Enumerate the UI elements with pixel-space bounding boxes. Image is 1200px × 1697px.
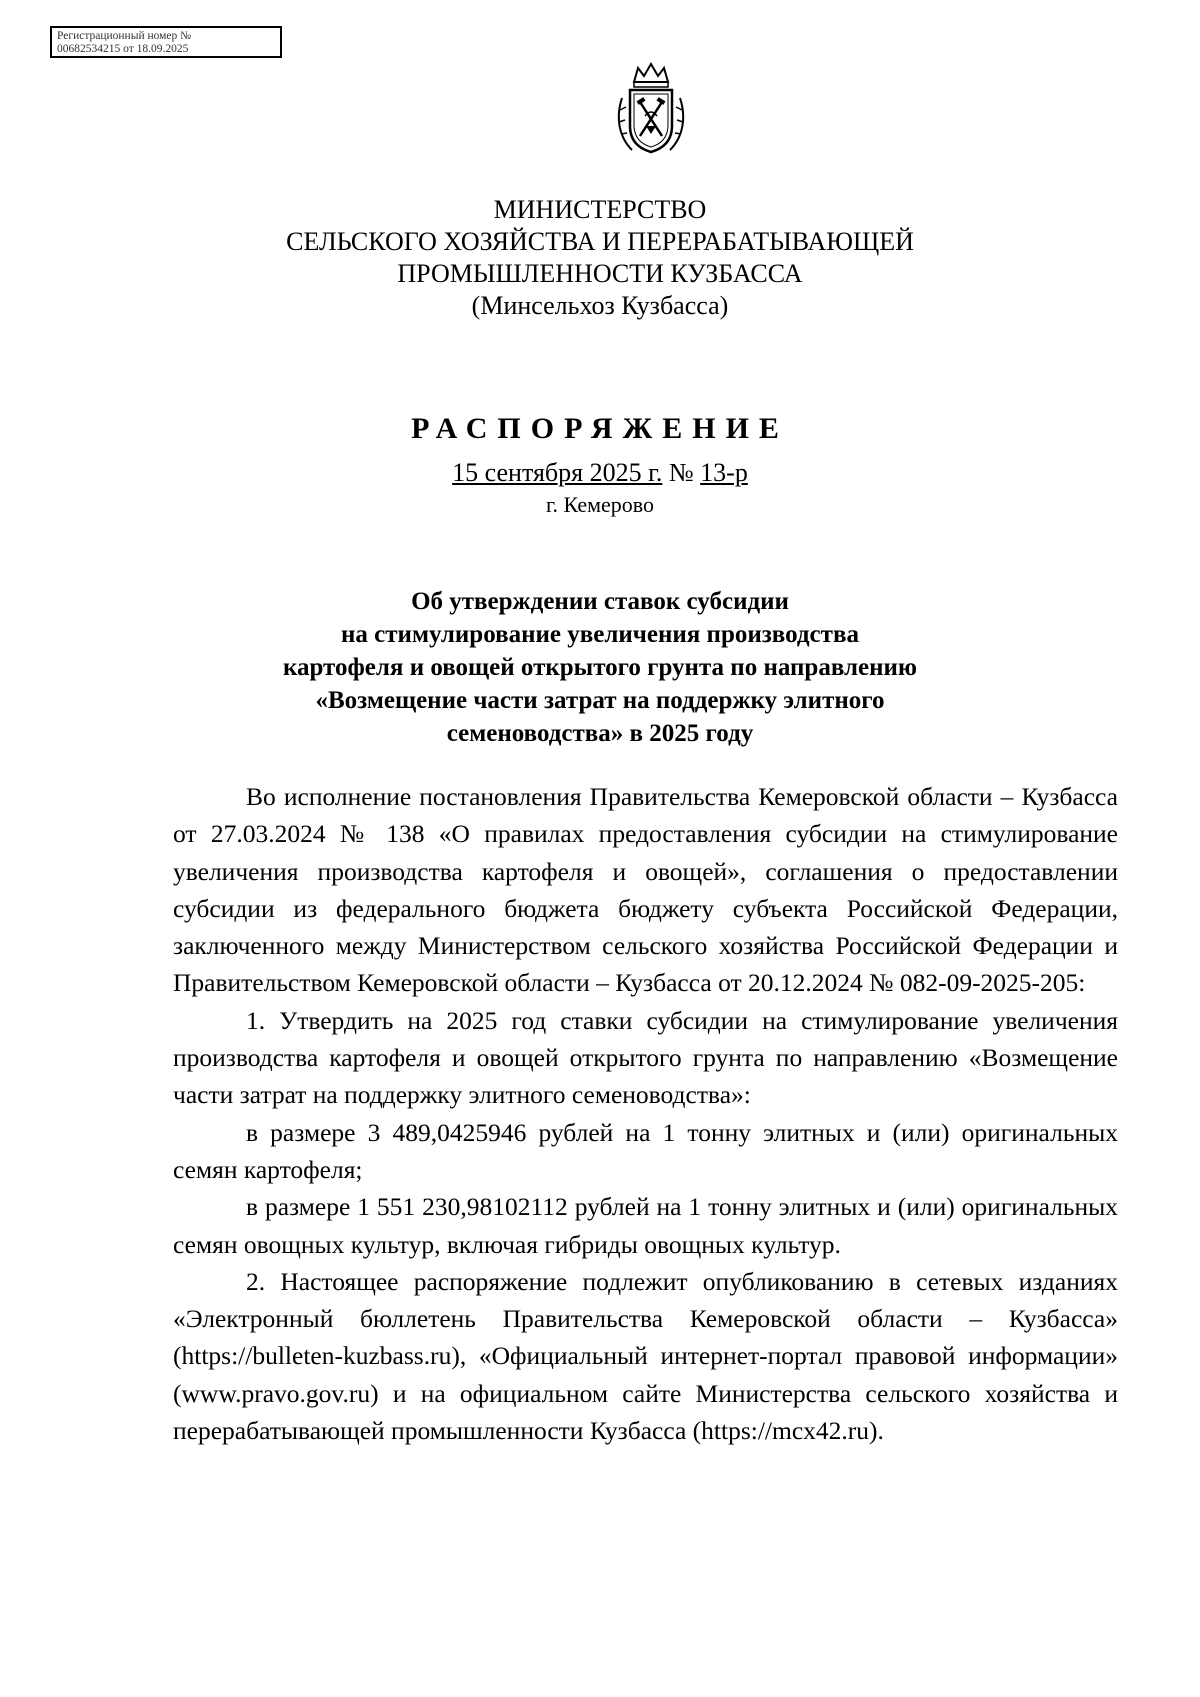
item-1-paragraph: 1. Утвердить на 2025 год ставки субсидии на стимулирование увеличения производства картофеля и овощей открытого грунта по направлению «Возмещение части затрат на поддержку элитного семеноводства»: — [173, 1005, 1118, 1110]
rate-potato-paragraph: в размере 3 489,0425946 рублей на 1 тонну элитных и (или) оригинальных семян картофеля; — [173, 1117, 1118, 1184]
registration-stamp — [50, 26, 282, 58]
registration-number: 00682534215 от 18.09.2025 — [57, 43, 189, 55]
number-sign: № — [668, 458, 694, 487]
document-city: г. Кемерово — [545, 492, 655, 517]
document-dateline — [150, 458, 1050, 488]
document-body — [173, 778, 1118, 1449]
subject-line-4: «Возмещение части затрат на поддержку элитного — [315, 687, 885, 714]
preamble-paragraph: Во исполнение постановления Правительства Кемеровской области – Кузбасса от 27.03.2024 № 138 «О правилах предоставления субсидии на стимулирование увеличения производства картофеля и овощей», соглашения о предоставлении субсидии из федерального бюджета бюджету субъекта Российской Федерации, заключенного между Министерством сельского хозяйства Российской Федерации и Правительством Кемеровской области – Кузбасса от 20.12.2024 № 082-09-2025-205: — [173, 782, 1118, 998]
item-2-paragraph: 2. Настоящее распоряжение подлежит опубликованию в сетевых изданиях «Электронный бюллетень Правительства Кемеровской области – Кузбасса» (https://bulleten-kuzbass.ru), «Официальный интернет-портал правовой информации» (www.pravo.gov.ru) и на официальном сайте Министерства сельского хозяйства и перерабатывающей промышленности Кузбасса (https://mcx42.ru). — [173, 1266, 1118, 1446]
subject-line-2: на стимулирование увеличения производства — [341, 621, 859, 648]
document-subject — [150, 585, 1050, 750]
ministry-line-2: СЕЛЬСКОГО ХОЗЯЙСТВА И ПЕРЕРАБАТЫВАЮЩЕЙ — [286, 227, 914, 256]
ministry-line-3: ПРОМЫШЛЕННОСТИ КУЗБАССА — [397, 259, 803, 288]
ministry-line-1: МИНИСТЕРСТВО — [493, 195, 707, 224]
document-number: 13-р — [700, 458, 748, 487]
document-type: РАСПОРЯЖЕНИЕ — [411, 412, 789, 445]
subject-line-5: семеноводства» в 2025 году — [446, 720, 754, 747]
ministry-header — [150, 194, 1050, 322]
registration-label: Регистрационный номер № — [57, 30, 192, 42]
subject-line-3: картофеля и овощей открытого грунта по направлению — [282, 654, 918, 681]
kuzbass-coat-of-arms-icon — [612, 60, 690, 156]
document-date: 15 сентября 2025 г. — [452, 458, 663, 487]
rate-vegetables-paragraph: в размере 1 551 230,98102112 рублей на 1 тонну элитных и (или) оригинальных семян овощных культур, включая гибриды овощных культур. — [173, 1192, 1118, 1259]
ministry-short-name: (Минсельхоз Кузбасса) — [471, 291, 729, 320]
subject-line-1: Об утверждении ставок субсидии — [411, 588, 789, 615]
